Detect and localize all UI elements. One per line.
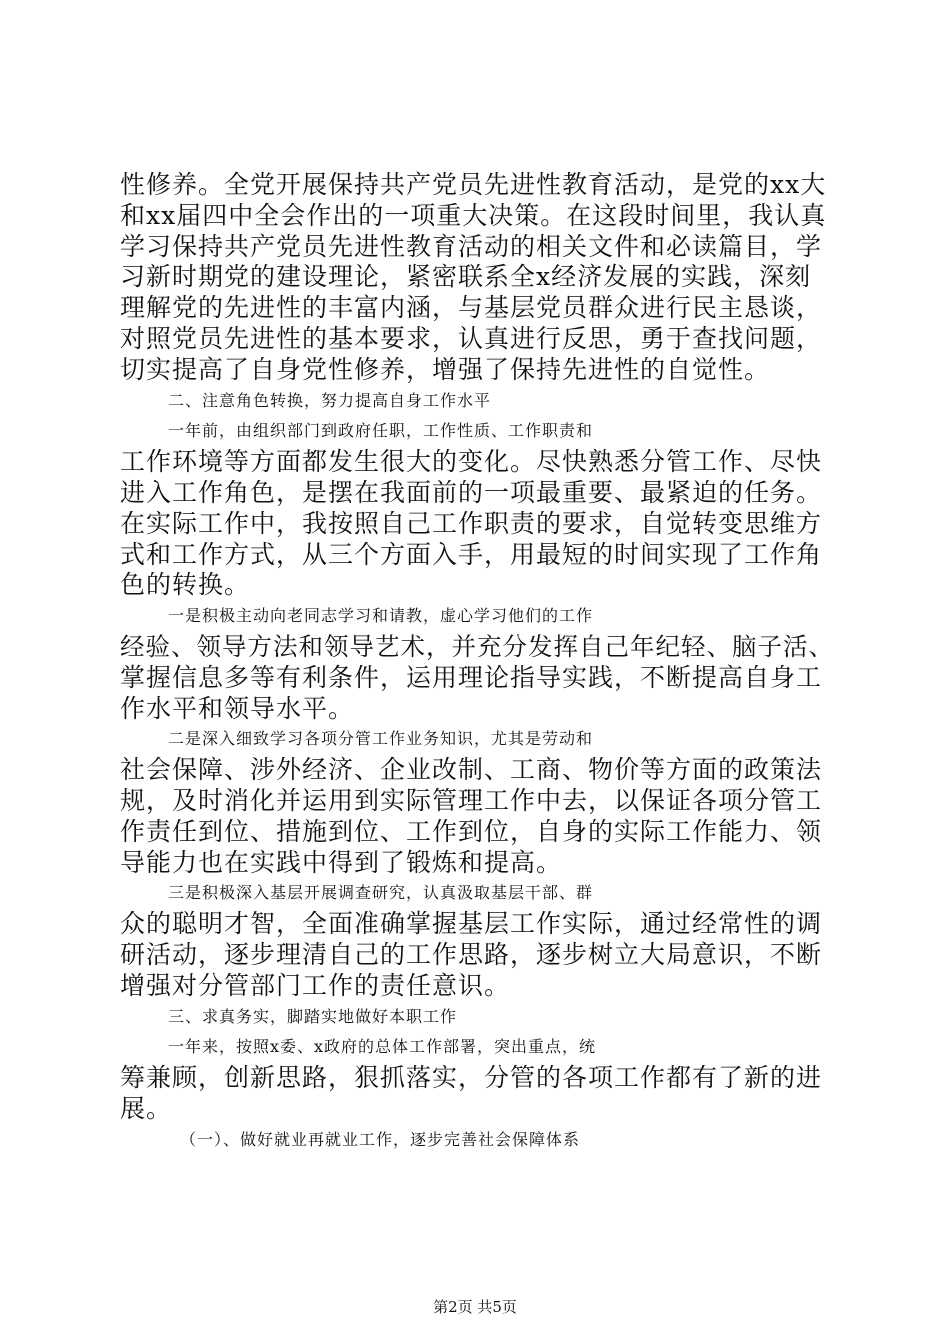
text-line: 切实提高了自身党性修养，增强了保持先进性的自觉性。: [120, 355, 771, 384]
text-line: 和xx届四中全会作出的一项重大决策。在这段时间里，我认真: [120, 201, 827, 230]
subsection-heading: （一）、做好就业再就业工作，逐步完善社会保障体系: [180, 1130, 581, 1149]
text-line: 式和工作方式，从三个方面入手，用最短的时间实现了工作角: [120, 540, 823, 569]
section-heading: 二、注意角色转换，努力提高自身工作水平: [168, 391, 492, 410]
text-line: 一是积极主动向老同志学习和请教，虚心学习他们的工作: [168, 606, 594, 625]
text-line: 理解党的先进性的丰富内涵，与基层党员群众进行民主恳谈，: [120, 293, 823, 322]
text-line: 社会保障、涉外经济、企业改制、工商、物价等方面的政策法: [120, 755, 823, 784]
text-line: 作责任到位、措施到位、工作到位，自身的实际工作能力、领: [120, 817, 823, 846]
text-line: 学习保持共产党员先进性教育活动的相关文件和必读篇目，学: [120, 232, 823, 261]
text-line: 导能力也在实践中得到了锻炼和提高。: [120, 848, 563, 877]
text-line: 规，及时消化并运用到实际管理工作中去，以保证各项分管工: [120, 786, 823, 815]
text-line: 色的转换。: [120, 570, 251, 599]
text-line: 研活动，逐步理清自己的工作思路，逐步树立大局意识，不断: [120, 940, 823, 969]
text-line: 进入工作角色，是摆在我面前的一项最重要、最紧迫的任务。: [120, 478, 823, 507]
text-line: 经验、领导方法和领导艺术，并充分发挥自己年纪轻、脑子活、: [120, 632, 834, 661]
text-line: 一年前，由组织部门到政府任职，工作性质、工作职责和: [168, 421, 594, 440]
section-heading: 三、求真务实，脚踏实地做好本职工作: [168, 1007, 458, 1026]
text-line: 习新时期党的建设理论，紧密联系全x经济发展的实践，深刻: [120, 262, 812, 291]
text-line: 三是积极深入基层开展调查研究，认真汲取基层干部、群: [168, 883, 594, 902]
text-line: 一年来，按照x委、x政府的总体工作部署，突出重点，统: [168, 1037, 597, 1056]
text-line: 性修养。全党开展保持共产党员先进性教育活动，是党的xx大: [120, 170, 827, 199]
text-line: 工作环境等方面都发生很大的变化。尽快熟悉分管工作、尽快: [120, 447, 823, 476]
text-line: 展。: [120, 1094, 173, 1123]
text-line: 在实际工作中，我按照自己工作职责的要求，自觉转变思维方: [120, 509, 823, 538]
text-line: 作水平和领导水平。: [120, 694, 355, 723]
page-footer: 第2页 共5页: [433, 1298, 517, 1316]
text-line: 众的聪明才智，全面准确掌握基层工作实际，通过经常性的调: [120, 909, 823, 938]
text-line: 增强对分管部门工作的责任意识。: [120, 971, 511, 1000]
text-line: 对照党员先进性的基本要求，认真进行反思，勇于查找问题，: [120, 324, 823, 353]
text-line: 掌握信息多等有利条件，运用理论指导实践，不断提高自身工: [120, 663, 823, 692]
text-line: 二是深入细致学习各项分管工作业务知识，尤其是劳动和: [168, 729, 594, 748]
text-line: 筹兼顾，创新思路，狠抓落实，分管的各项工作都有了新的进: [120, 1063, 823, 1092]
